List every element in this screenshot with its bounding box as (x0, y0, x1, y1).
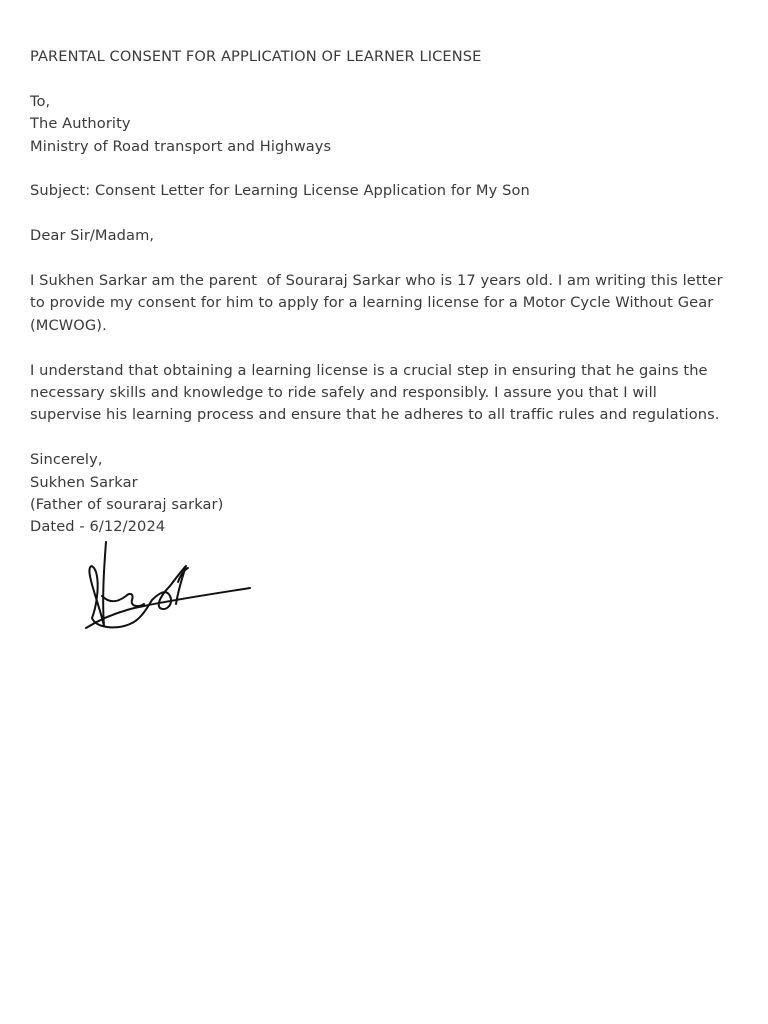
salutation: Dear Sir/Madam, (30, 227, 155, 245)
signature-stroke (102, 594, 144, 606)
recipient-line-1: The Authority (30, 115, 131, 133)
paragraph-assurance (30, 360, 750, 427)
paragraph-line: I Sukhen Sarkar am the parent of Souraraj Sarkar who is 17 years old. I am writing this letter (30, 272, 723, 289)
handwritten-signature (82, 538, 258, 634)
spacer (30, 68, 750, 90)
subject-line: Subject: Consent Letter for Learning License Application for My Son (30, 182, 530, 200)
recipient-to: To, (30, 92, 51, 110)
signer-relation: (Father of souraraj sarkar) (30, 496, 224, 514)
paragraph-line: I understand that obtaining a learning license is a crucial step in ensuring that he gains the (30, 361, 708, 379)
spacer (30, 427, 750, 449)
spacer (30, 248, 750, 270)
recipient-line-2: Ministry of Road transport and Highways (30, 137, 332, 155)
letter-heading: PARENTAL CONSENT FOR APPLICATION OF LEARNER LICENSE (30, 48, 482, 65)
consent-letter (30, 46, 750, 539)
paragraph-line: necessary skills and knowledge to ride safely and responsibly. I assure you that I will (30, 384, 657, 402)
letter-date: Dated - 6/12/2024 (30, 518, 166, 536)
spacer (30, 203, 750, 225)
paragraph-line: (MCWOG). (30, 316, 107, 334)
spacer (30, 337, 750, 359)
paragraph-line: supervise his learning process and ensure that he adheres to all traffic rules and regulations. (30, 406, 720, 424)
paragraph-line: to provide my consent for him to apply for a learning license for a Motor Cycle Without Gear (30, 294, 714, 312)
closing-sincerely: Sincerely, (30, 451, 103, 469)
paragraph-consent (30, 270, 750, 337)
signature-stroke (89, 542, 152, 627)
signer-name: Sukhen Sarkar (30, 473, 138, 491)
spacer (30, 158, 750, 180)
